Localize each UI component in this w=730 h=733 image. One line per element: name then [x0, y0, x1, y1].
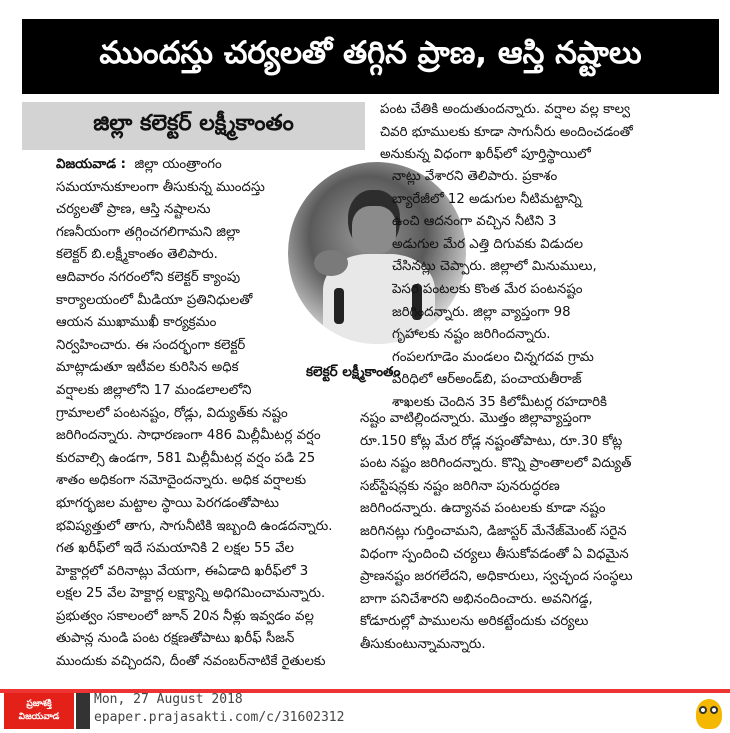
owl-eye — [699, 706, 707, 714]
subheadline: జిల్లా కలెక్టర్ లక్ష్మీకాంతం — [22, 102, 365, 150]
article-line: ఆయన ముఖాముఖీ కార్యక్రమం — [56, 315, 217, 331]
article-line: భూగర్భజల మట్టాల స్థాయి పెరగడంతోపాటు — [56, 495, 279, 511]
dateline: విజయవాడ : — [56, 157, 126, 172]
article-line: శాతం అధికంగా నమోదైందన్నారు. అధిక వర్షాలకు — [56, 473, 307, 489]
article-line: గృహాలకు నష్టం జరిగిందన్నారు. — [392, 327, 551, 343]
right-top-column — [380, 99, 717, 167]
owl-eye — [710, 706, 718, 714]
article-line: నష్టం వాటిల్లిందన్నారు. మొత్తం జిల్లావ్యాప్తంగా — [360, 411, 592, 426]
article-line: గత ఖరీఫ్‌లో ఇదే సమయానికి 2 లక్షల 55 వేల — [56, 541, 294, 557]
article-line: భవిష్యత్తులో తాగు, సాగునీటికి ఇబ్బంది ఉండదన్నారు. — [56, 518, 333, 534]
article-line: చర్యలతో ప్రాణ, ఆస్తి నష్టాలను — [56, 202, 211, 218]
article-line: శాఖలకు చెందిన 35 కిలోమీటర్ల రహదారికి — [392, 394, 607, 410]
article-line: నిర్వహించారు. ఈ సందర్భంగా కలెక్టర్ — [56, 337, 246, 353]
article-line: గ్రామాలలో పంటనష్టం, రోడ్లు, విద్యుత్‌కు నష్టం — [56, 405, 288, 421]
article-line: మాట్లాడుతూ ఇటీవల కురిసిన అధిక — [56, 360, 239, 376]
epaper-url[interactable]: epaper.prajasakti.com/c/31602312 — [94, 710, 345, 725]
article-line: విజయవాడ : జిల్లా యంత్రాంగం — [56, 157, 222, 172]
article-line: చివరి భూములకు కూడా సాగునీరు అందించడంతో — [380, 124, 633, 140]
edition-flag-icon — [76, 693, 90, 729]
article-line: బాగా పనిచేశారని అభినందించారు. అవనిగడ్డ, — [360, 591, 593, 607]
headline: ముందస్తు చర్యలతో తగ్గిన ప్రాణ, ఆస్తి నష్టాలు — [22, 19, 719, 94]
right-middle-column — [392, 166, 714, 415]
article-line: బ్యారేజీలో 12 అడుగుల నీటిమట్టాన్ని — [392, 191, 582, 207]
article-line: వర్షాలకు జిల్లాలోని 17 మండలాలలోని — [56, 382, 252, 398]
article-line: పెసర పంటలకు కొంత మేర పంటనష్టం — [392, 281, 583, 297]
article-line: గణనీయంగా తగ్గించగలిగామని జిల్లా — [56, 224, 240, 240]
article-line: సమయానుకూలంగా తీసుకున్న ముందస్తు — [56, 179, 265, 195]
prajasakti-logo[interactable] — [4, 693, 74, 729]
article-line: కోడూరుల్లో పాములను అరికట్టేందుకు చర్యలు — [360, 614, 589, 630]
article-line: గంపలగూడెం మండలం చిన్నగదవ గ్రామ — [392, 349, 594, 365]
article-line: రూ.150 కోట్ల మేర రోడ్ల నష్టంతోపాటు, రూ.30 కోట్ల — [360, 433, 623, 449]
publication-date: Mon, 27 August 2018 — [94, 692, 243, 707]
article-line: పంట చేతికి అందుతుందన్నారు. వర్షాల వల్ల కాల్వ — [380, 102, 631, 117]
photo-caption: కలెక్టర్ లక్ష్మీకాంతం — [306, 364, 401, 380]
article-line: ఆదివారం నగరంలోని కలెక్టర్ క్యాంపు — [56, 269, 241, 285]
article-line: విధంగా స్పందించి చర్యలు తీసుకోవడంతో ఏ విధమైన — [360, 546, 629, 562]
article-line: అనుకున్న విధంగా ఖరీఫ్‌లో పూర్తిస్థాయిలో — [380, 147, 591, 163]
owl-mascot-icon — [696, 699, 722, 729]
photo-hand-shape — [314, 250, 348, 276]
article-line: తీసుకుంటున్నామన్నారు. — [360, 636, 486, 652]
photo-face-shape — [352, 206, 396, 254]
logo-edition: విజయవాడ — [18, 712, 60, 722]
microphone-icon — [334, 288, 344, 324]
article-line: జరిగిందన్నారు. ఉద్యానవ పంటలకు కూడా నష్టం — [360, 501, 606, 517]
article-line: లక్షల 25 వేల హెక్టార్ల లక్ష్యాన్ని అధిగమించామన్నారు. — [56, 586, 326, 602]
epaper-footer — [0, 689, 730, 733]
article-line: తుపాన్ల నుండి పంట రక్షణతోపాటు ఖరీఫ్ సీజన్ — [56, 631, 295, 647]
article-line: పంట నష్టం జరిగిందన్నారు. కొన్ని ప్రాంతాలలో విద్యుత్ — [360, 456, 632, 472]
article-line: ఉంచి ఆదనంగా వచ్చిన నీటిని 3 — [392, 214, 557, 230]
article-line: హెక్టార్లలో వరినాట్లు వేయగా, ఈఏడాది ఖరీఫ్‌లో 3 — [56, 563, 309, 579]
article-line: కార్యాలయంలో మీడియా ప్రతినిధులతో — [56, 292, 253, 308]
article-line: ప్రభుత్వం సకాలంలో జూన్ 20న నీళ్లు ఇవ్వడం వల్ల — [56, 608, 314, 624]
article-line: ప్రాణనష్టం జరగలేదని, అధికారులు, స్వచ్ఛంద సంస్థలు — [360, 569, 633, 585]
article-line: నాట్లు వేశారని తెలిపారు. ప్రకాశం — [392, 169, 558, 184]
article-line: కురవాల్సి ఉండగా, 581 మిల్లీమీటర్ల వర్షం పడి 25 — [56, 450, 316, 466]
article-line: చేసినట్లు చెప్పారు. జిల్లాలో మినుములు, — [392, 259, 597, 275]
article-line: జరిగినట్లు గుర్తించామని, డిజాస్టర్ మేనేజ్‌మెంట్ సరైన — [360, 523, 627, 539]
right-bottom-column — [360, 408, 717, 657]
logo-title: ప్రజాశక్తి — [26, 699, 52, 709]
article-line: జరిగిందన్నారు. జిల్లా వ్యాప్తంగా 98 — [392, 304, 571, 320]
article-line: కలెక్టర్ బి.లక్ష్మీకాంతం తెలిపారు. — [56, 247, 218, 263]
article-line: ముందుకు వచ్చిందని, దీంతో నవంబర్‌నాటికే రైతులకు — [56, 654, 326, 670]
article-line: అడుగుల మేర ఎత్తి దిగువకు విడుదల — [392, 236, 584, 252]
article-line: పరిధిలో ఆర్అండ్‌బి, పంచాయతీరాజ్ — [392, 372, 582, 388]
article-line: జరిగిందన్నారు. సాధారణంగా 486 మిల్లీమీటర్ల వర్షం — [56, 428, 321, 444]
article-line: సబ్‌స్టేషన్లకు నష్టం జరిగినా పునరుద్ధరణ — [360, 478, 560, 494]
